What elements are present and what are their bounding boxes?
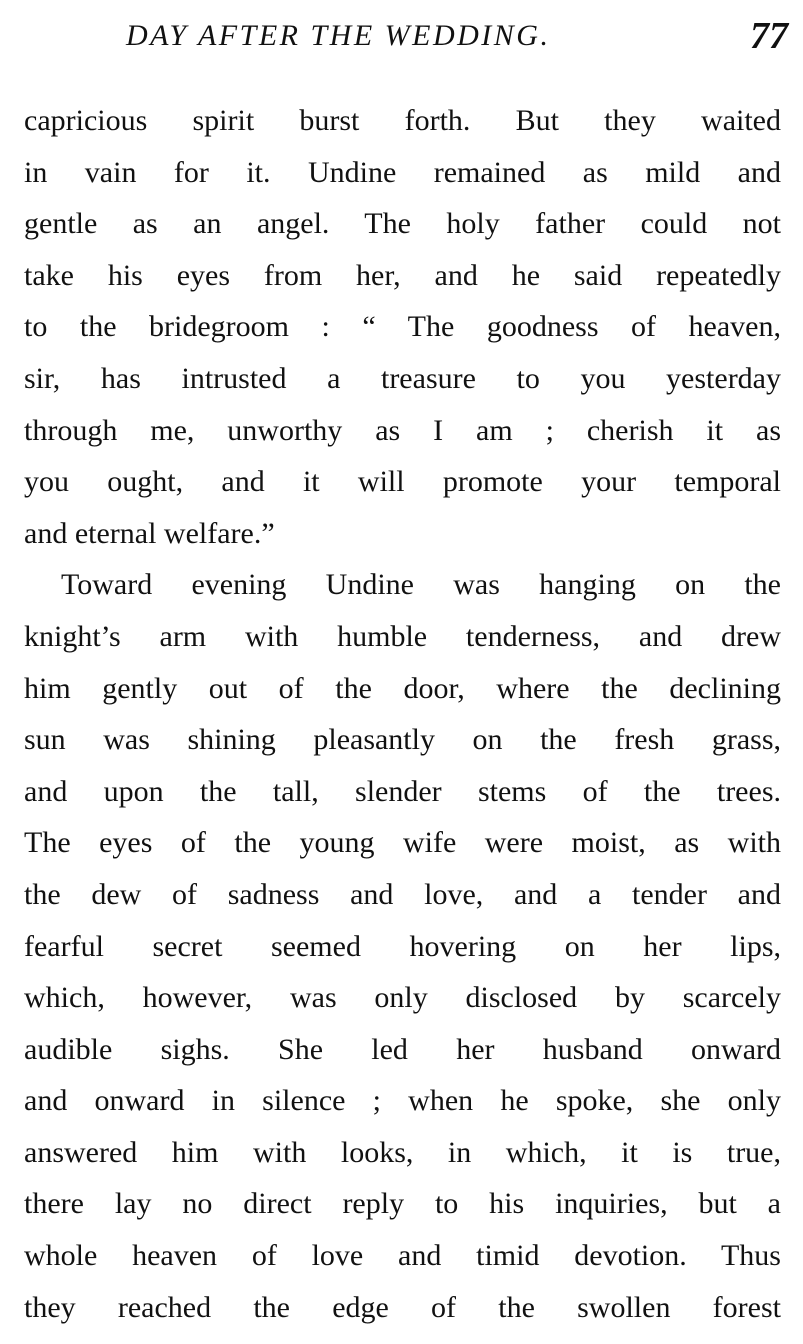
text-line: and upon the tall, slender stems of the trees.	[24, 774, 781, 808]
text-line: and onward in silence ; when he spoke, she only	[24, 1084, 781, 1118]
paragraph-end-line: and eternal welfare.”	[24, 516, 275, 550]
running-header	[120, 14, 788, 58]
paragraph-start-line: Toward evening Undine was hanging on the	[61, 568, 781, 602]
text-line: knight’s arm with humble tenderness, and drew	[24, 619, 781, 653]
text-line: audible sighs. She led her husband onward	[24, 1032, 781, 1066]
text-line: through me, unworthy as I am ; cherish it as	[24, 413, 781, 447]
text-line: him gently out of the door, where the declining	[24, 671, 781, 705]
text-line: they reached the edge of the swollen forest	[24, 1290, 781, 1324]
running-title: DAY AFTER THE WEDDING.	[126, 19, 551, 52]
text-line: fearful secret seemed hovering on her lips,	[24, 929, 781, 963]
text-line: capricious spirit burst forth. But they waited	[24, 104, 781, 137]
text-line: which, however, was only disclosed by scarcely	[24, 981, 781, 1015]
text-line: you ought, and it will promote your temporal	[24, 465, 781, 499]
text-line: take his eyes from her, and he said repeatedly	[24, 258, 781, 292]
text-line: in vain for it. Undine remained as mild and	[24, 155, 781, 189]
text-line: sir, has intrusted a treasure to you yesterday	[24, 361, 781, 395]
text-line: gentle as an angel. The holy father could not	[24, 207, 781, 241]
text-line: sun was shining pleasantly on the fresh grass,	[24, 723, 781, 757]
text-line: the dew of sadness and love, and a tender and	[24, 877, 781, 911]
text-line: whole heaven of love and timid devotion. Thus	[24, 1239, 781, 1273]
text-line: there lay no direct reply to his inquiries, but a	[24, 1187, 781, 1221]
body-text	[24, 95, 781, 1333]
text-line: to the bridegroom : “ The goodness of heaven,	[24, 310, 781, 344]
page-number: 77	[750, 15, 788, 57]
text-line: answered him with looks, in which, it is true,	[24, 1135, 781, 1169]
text-line: The eyes of the young wife were moist, as with	[24, 826, 781, 860]
